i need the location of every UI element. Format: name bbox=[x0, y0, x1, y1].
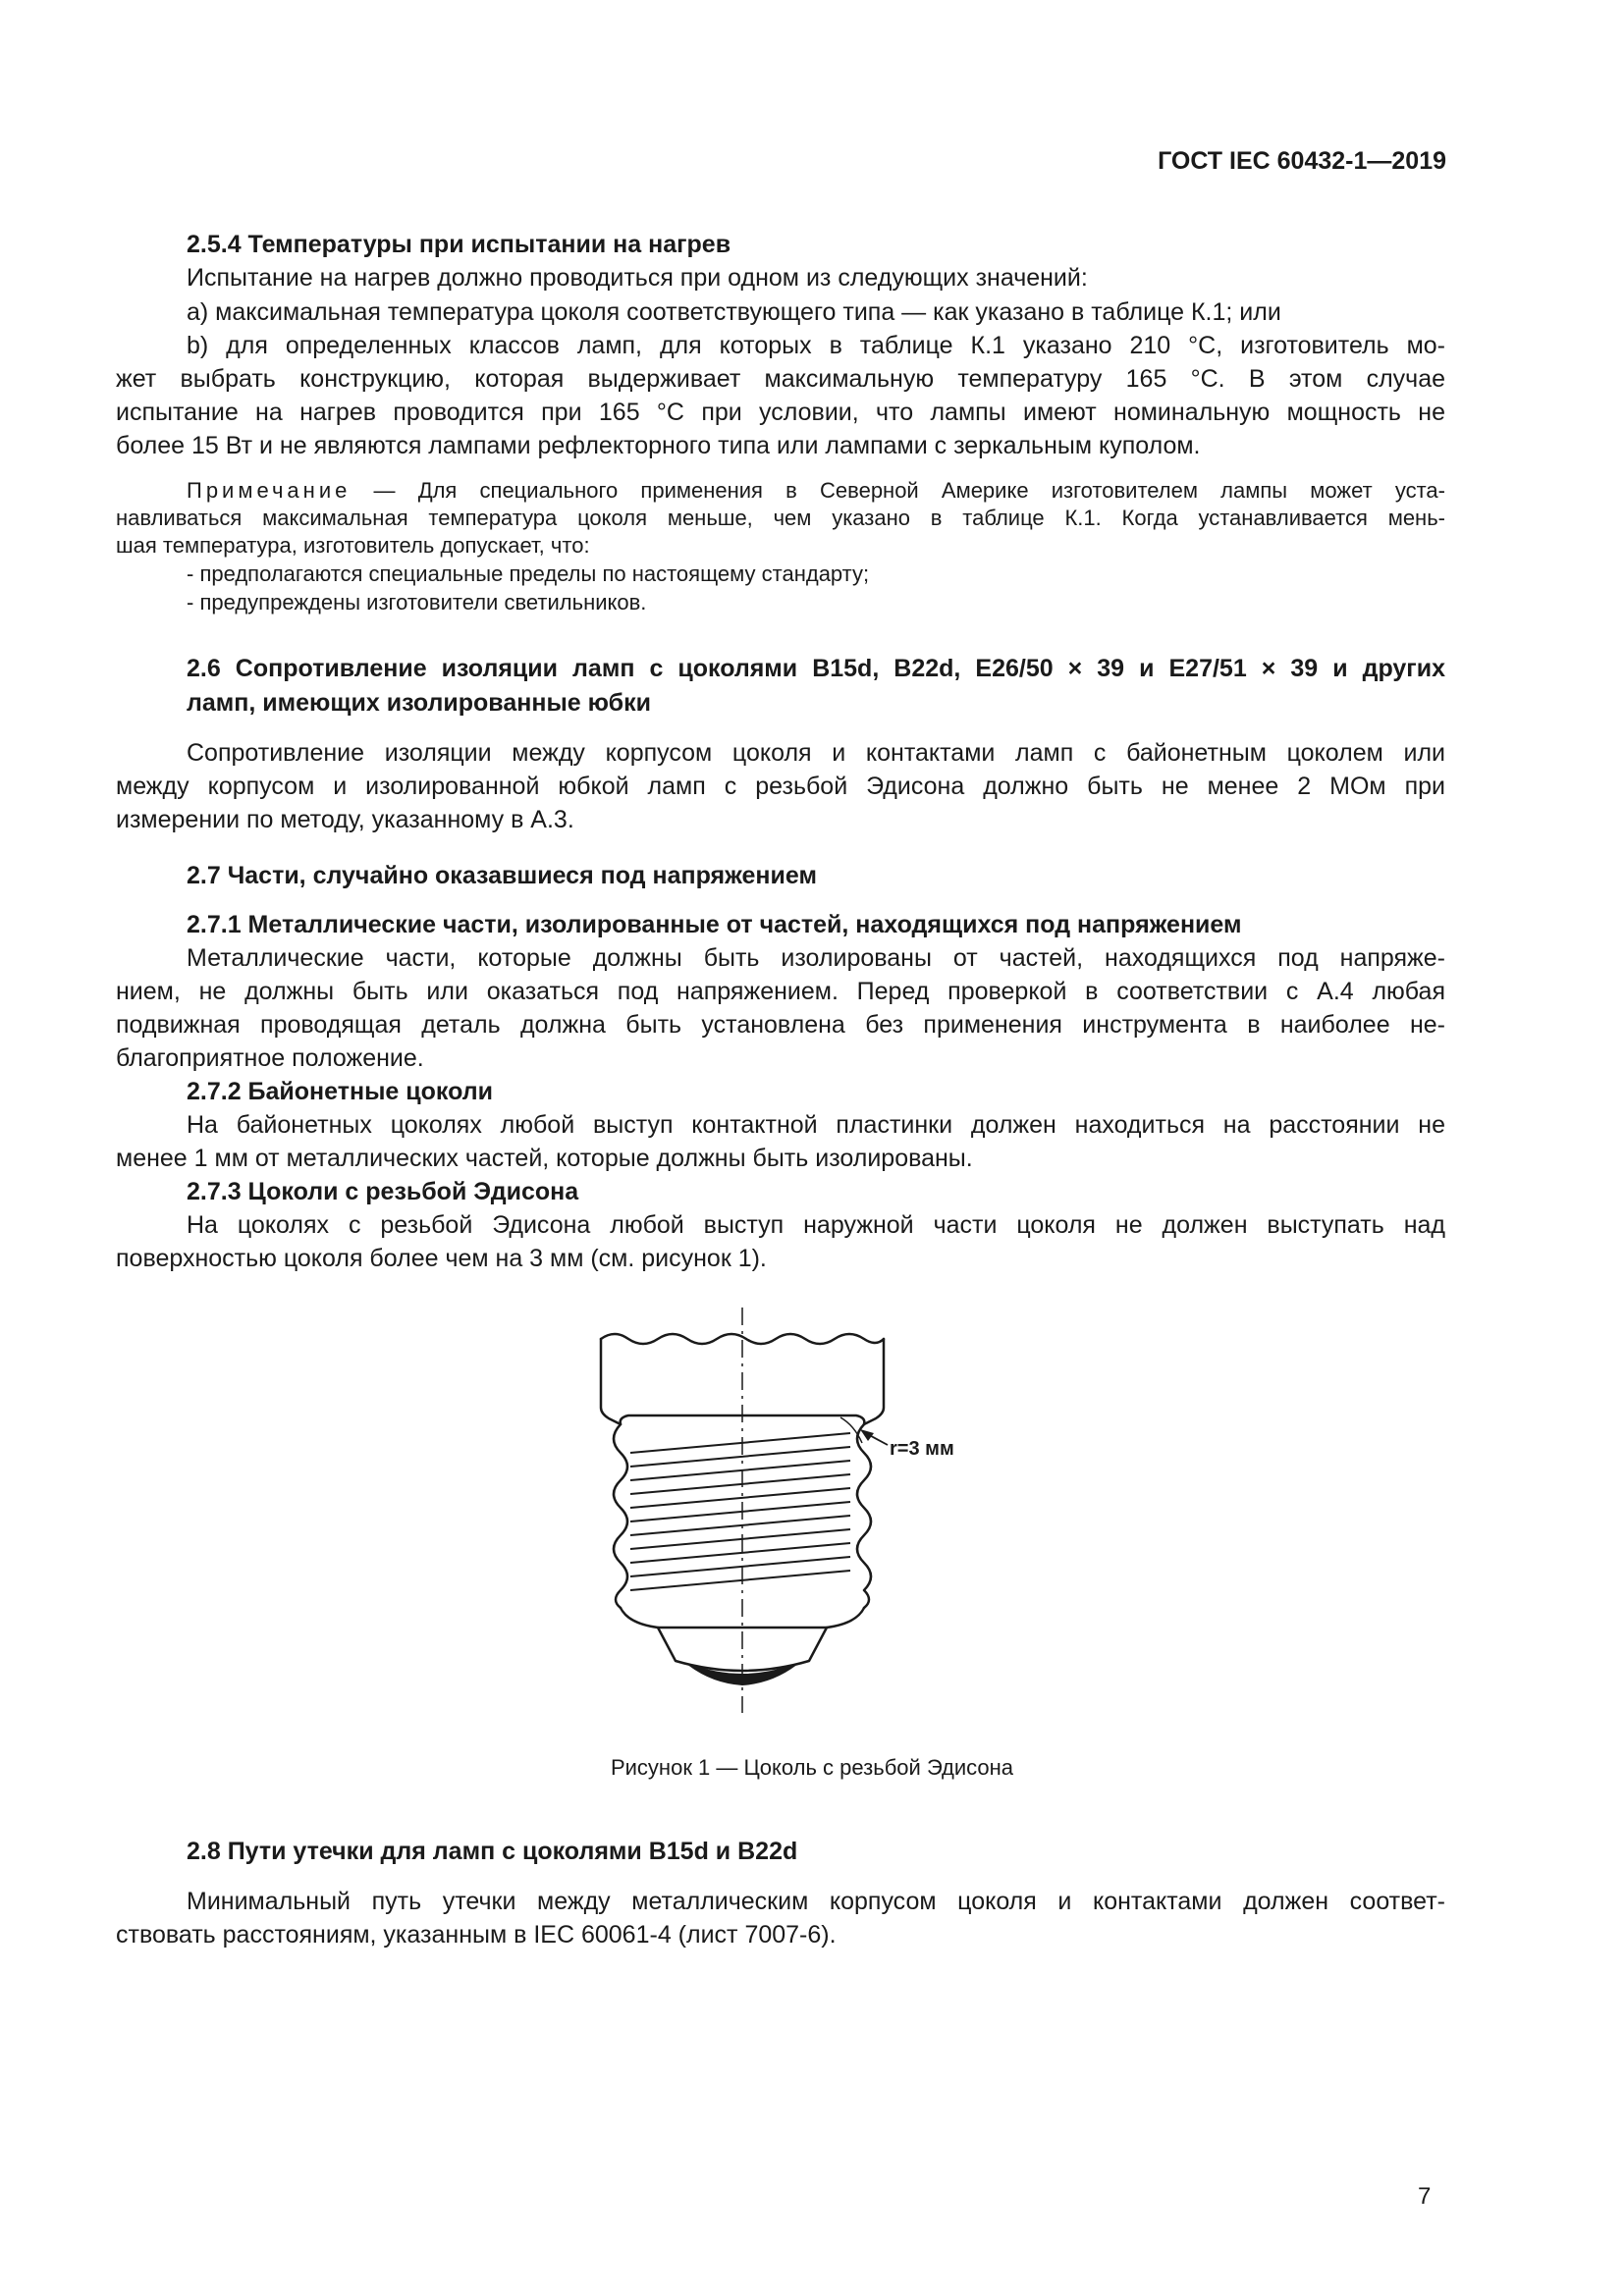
thread-right bbox=[857, 1424, 871, 1608]
section-2-8-body: ствовать расстояниям, указанным в IEC 60061-4 (лист 7007-6). bbox=[116, 1921, 837, 1949]
bulb-neck-right bbox=[864, 1339, 884, 1424]
section-2-6-heading: ламп, имеющих изолированные юбки bbox=[187, 689, 651, 717]
section-2-6-body: Сопротивление изоляции между корпусом цоколя и контактами ламп с байонетным цоколем или bbox=[187, 739, 1445, 767]
note-text: — Для специального применения в Северной Америке изготовителем лампы может уста- bbox=[351, 478, 1445, 503]
section-2-8-body: Минимальный путь утечки между металлическим корпусом цоколя и контактами должен соответ- bbox=[187, 1888, 1445, 1915]
section-2-5-4-item-b: b) для определенных классов ламп, для которых в таблице К.1 указано 210 °С, изготовитель мо- bbox=[187, 332, 1445, 359]
document-id: ГОСТ IEC 60432-1—2019 bbox=[1158, 147, 1446, 175]
note-line: навливаться максимальная температура цоколя меньше, чем указано в таблице К.1. Когда устанавливается мень- bbox=[116, 506, 1445, 530]
section-2-7-1-body: нием, не должны быть или оказаться под напряжением. Перед проверкой в соответствии с А.4 любая bbox=[116, 978, 1445, 1005]
section-2-6-heading: 2.6 Сопротивление изоляции ламп с цоколями B15d, B22d, E26/50 × 39 и E27/51 × 39 и других bbox=[187, 655, 1445, 682]
section-2-7-1-heading: 2.7.1 Металлические части, изолированные от частей, находящихся под напряжением bbox=[187, 911, 1242, 938]
radius-label: r=3 мм bbox=[890, 1438, 954, 1460]
note-label: Примечание bbox=[187, 478, 352, 503]
section-2-5-4-item-b: более 15 Вт и не являются лампами рефлекторного типа или лампами с зеркальным куполом. bbox=[116, 432, 1201, 459]
section-2-7-1-body: подвижная проводящая деталь должна быть установлена без применения инструмента в наиболее не- bbox=[116, 1011, 1445, 1039]
thread-left bbox=[614, 1424, 627, 1608]
section-2-7-heading: 2.7 Части, случайно оказавшиеся под напряжением bbox=[187, 862, 817, 889]
section-2-5-4-item-b: жет выбрать конструкцию, которая выдерживает максимальную температуру 165 °С. В этом случае bbox=[116, 365, 1445, 393]
section-2-7-3-body: На цоколях с резьбой Эдисона любой выступ наружной части цоколя не должен выступать над bbox=[187, 1211, 1445, 1239]
section-2-7-2-body: менее 1 мм от металлических частей, которые должны быть изолированы. bbox=[116, 1145, 973, 1172]
section-2-5-4-intro: Испытание на нагрев должно проводиться при одном из следующих значений: bbox=[187, 264, 1088, 292]
section-2-6-body: измерении по методу, указанному в А.3. bbox=[116, 806, 574, 833]
section-2-7-2-heading: 2.7.2 Байонетные цоколи bbox=[187, 1078, 493, 1105]
section-2-5-4-item-b: испытание на нагрев проводится при 165 °С при условии, что лампы имеют номинальную мощность не bbox=[116, 399, 1445, 426]
figure-caption: Рисунок 1 — Цоколь с резьбой Эдисона bbox=[610, 1755, 1014, 1780]
radius-arrowhead bbox=[860, 1429, 874, 1441]
page-number: 7 bbox=[1418, 2183, 1432, 2210]
section-2-6-body: между корпусом и изолированной юбкой ламп с резьбой Эдисона должно быть не менее 2 МОм при bbox=[116, 773, 1445, 800]
section-2-7-3-heading: 2.7.3 Цоколи с резьбой Эдисона bbox=[187, 1178, 579, 1205]
section-2-5-4-item-a: a) максимальная температура цоколя соответствующего типа — как указано в таблице К.1; или bbox=[187, 298, 1281, 326]
section-2-7-1-body: Металлические части, которые должны быть изолированы от частей, находящихся под напряже- bbox=[187, 944, 1445, 972]
section-2-7-3-body: поверхностью цоколя более чем на 3 мм (см. рисунок 1). bbox=[116, 1245, 767, 1272]
figure-edison-cap bbox=[550, 1296, 1001, 1728]
section-2-5-4-heading: 2.5.4 Температуры при испытании на нагрев bbox=[187, 231, 731, 258]
section-2-8-heading: 2.8 Пути утечки для ламп с цоколями B15d и B22d bbox=[187, 1838, 798, 1865]
note-list-item: - предупреждены изготовители светильников. bbox=[187, 590, 647, 614]
bulb-neck-left bbox=[601, 1339, 621, 1424]
note-list-item: - предполагаются специальные пределы по настоящему стандарту; bbox=[187, 561, 870, 586]
note-line: шая температура, изготовитель допускает, что: bbox=[116, 533, 590, 558]
section-2-7-1-body: благоприятное положение. bbox=[116, 1044, 424, 1072]
section-2-7-2-body: На байонетных цоколях любой выступ контактной пластинки должен находиться на расстоянии не bbox=[187, 1111, 1445, 1139]
note-line bbox=[187, 477, 1445, 505]
